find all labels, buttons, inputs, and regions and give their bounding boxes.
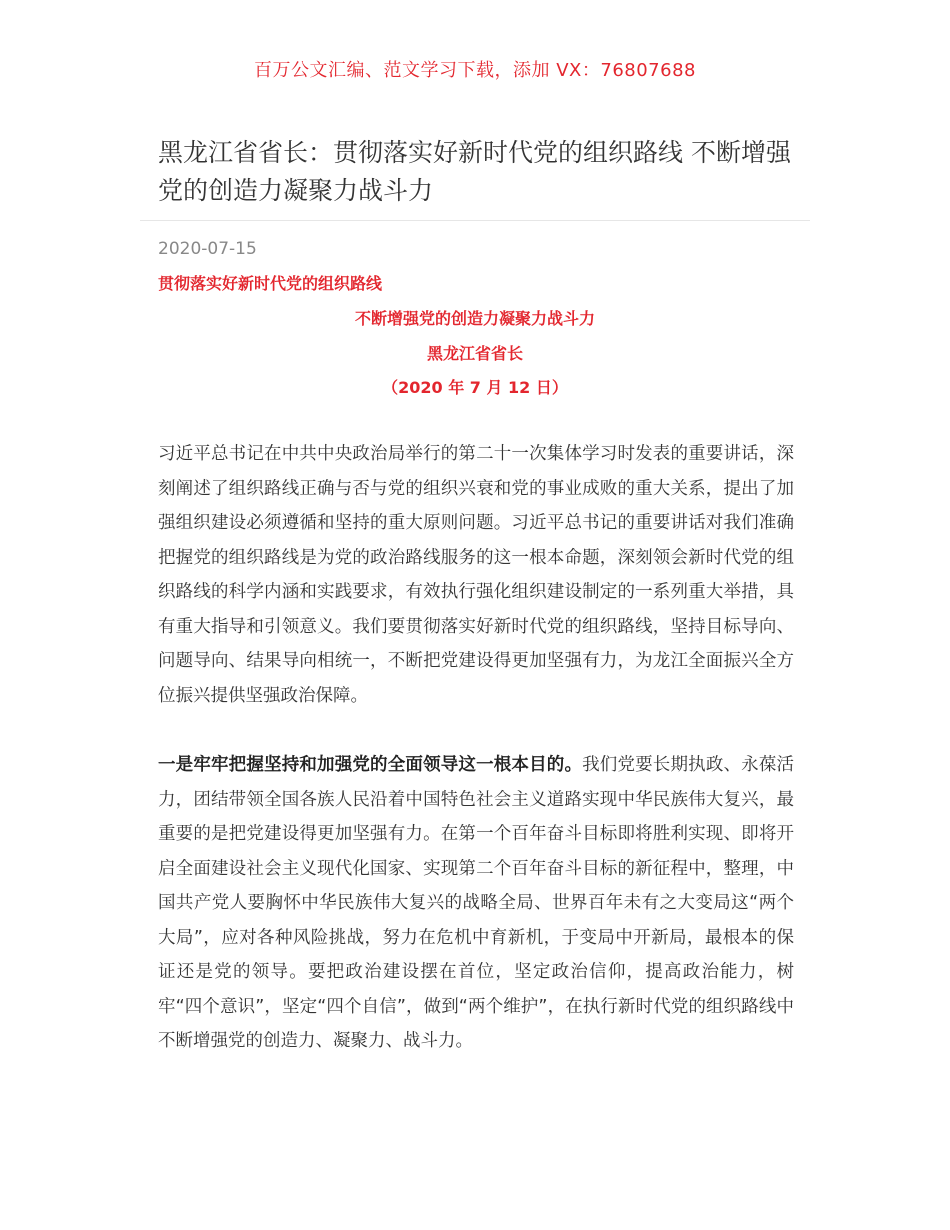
title-divider: [140, 220, 810, 221]
paragraph-2-body: 我们党要长期执政、永葆活力，团结带领全国各族人民沿着中国特色社会主义道路实现中华民族伟大复兴，最重要的是把党建设得更加坚强有力。在第一个百年奋斗目标即将胜利实现、即将开启全面建设社会主义现代化国家、实现第二个百年奋斗目标的新征程中，整理，中国共产党人要胸怀中华民族伟大复兴的战略全局、世界百年未有之大变局这“两个大局”，应对各种风险挑战，努力在危机中育新机，于变局中开新局，最根本的保证还是党的领导。要把政治建设摆在首位，坚定政治信仰，提高政治能力，树牢“四个意识”，坚定“四个自信”，做到“两个维护”，在执行新时代党的组织路线中不断增强党的创造力、凝聚力、战斗力。: [158, 755, 795, 1051]
paragraph-2: [158, 748, 794, 1059]
subheading-2: 不断增强党的创造力凝聚力战斗力: [354, 309, 595, 328]
date-line: （2020 年 7 月 12 日）: [382, 378, 568, 397]
paragraph-2-lead: 一是牢牢把握坚持和加强党的全面领导这一根本目的。: [158, 755, 583, 775]
promo-banner: 百万公文汇编、范文学习下载，添加 VX：76807688: [254, 60, 696, 81]
author-line: 黑龙江省省长: [426, 344, 523, 363]
article-title: 黑龙江省省长：贯彻落实好新时代党的组织路线 不断增强党的创造力凝聚力战斗力: [158, 138, 791, 205]
subheading-1: 贯彻落实好新时代党的组织路线: [158, 274, 383, 293]
publish-date: 2020-07-15: [158, 239, 257, 259]
paragraph-1: 习近平总书记在中共中央政治局举行的第二十一次集体学习时发表的重要讲话，深刻阐述了组织路线正确与否与党的组织兴衰和党的事业成败的重大关系，提出了加强组织建设必须遵循和坚持的重大原则问题。习近平总书记的重要讲话对我们准确把握党的组织路线是为党的政治路线服务的这一根本命题，深刻领会新时代党的组织路线的科学内涵和实践要求，有效执行强化组织建设制定的一系列重大举措，具有重大指导和引领意义。我们要贯彻落实好新时代党的组织路线，坚持目标导向、问题导向、结果导向相统一，不断把党建设得更加坚强有力，为龙江全面振兴全方位振兴提供坚强政治保障。: [158, 444, 794, 706]
